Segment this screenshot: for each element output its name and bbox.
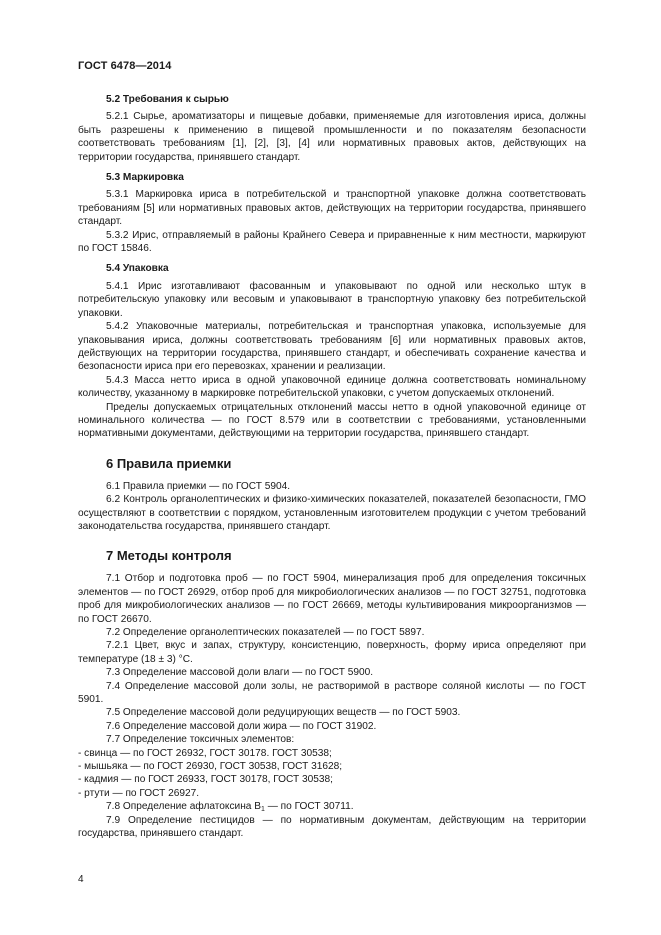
paragraph-7-4: 7.4 Определение массовой доли золы, не растворимой в растворе соляной кислоты — по ГОСТ 5901.	[78, 680, 586, 706]
paragraph-5-4-1: 5.4.1 Ирис изготавливают фасованным и упаковывают по одной или несколько штук в потребительскую упаковку или весовым и упаковывают в транспортную упаковку без потребительской упаковки.	[78, 280, 586, 319]
list-item-lead: - свинца — по ГОСТ 26932, ГОСТ 30178. ГОСТ 30538;	[78, 747, 332, 759]
paragraph-7-3: 7.3 Определение массовой доли влаги — по ГОСТ 5900.	[106, 667, 374, 679]
paragraph-5-2-1: 5.2.1 Сырье, ароматизаторы и пищевые добавки, применяемые для изготовления ириса, должны быть разрешены к применению в пищевой промышленности и по показателям безопасности соответствовать требованиям [1], [2], [3], [4] или нормативных правовых актов, действующих на территории государства, принявшего стандарт.	[78, 111, 586, 163]
paragraph-7-8	[78, 800, 586, 813]
list-item-cadmium: - кадмия — по ГОСТ 26933, ГОСТ 30178, ГОСТ 30538;	[78, 774, 333, 786]
list-item-mercury: - ртути — по ГОСТ 26927.	[78, 787, 200, 799]
page-number: 4	[78, 874, 84, 885]
paragraph-5-3-2: 5.3.2 Ирис, отправляемый в районы Крайнего Севера и приравненные к ним местности, маркируют по ГОСТ 15846.	[78, 229, 586, 255]
subsection-title-5-2: 5.2 Требования к сырью	[106, 94, 229, 105]
paragraph-7-9: 7.9 Определение пестицидов — по нормативным документам, действующим на территории государства, принявшего стандарт.	[78, 814, 586, 840]
paragraph-7-2-1: 7.2.1 Цвет, вкус и запах, структуру, консистенцию, поверхность, форму ириса определяют при температуре (18 ± 3) °С.	[78, 640, 586, 665]
paragraph-5-4-2: 5.4.2 Упаковочные материалы, потребительская и транспортная упаковка, используемые для упаковывания ириса, должны соответствовать требованиям [6] или нормативных правовых актов, действующих на территории государства, принявшего стандарт, и обеспечивать сохранение качества и безопасности ириса при его перевозках, хранении и реализации.	[78, 321, 586, 373]
document-header: ГОСТ 6478—2014	[78, 60, 172, 72]
paragraph-5-4-3: 5.4.3 Масса нетто ириса в одной упаковочной единице должна соответствовать номинальному количеству, указанному в маркировке потребительской упаковки, с учетом допускаемых отклонений.	[78, 374, 586, 400]
paragraph-7-8-subscript: 1	[260, 806, 265, 814]
section-title-6: 6 Правила приемки	[106, 455, 232, 471]
paragraph-7-8-tail: — по ГОСТ 30711.	[264, 801, 354, 813]
paragraph-7-8-text: 7.8 Определение афлатоксина В	[106, 801, 261, 813]
document-body	[78, 93, 586, 841]
paragraph-5-4-3-limits: Пределы допускаемых отрицательных отклонений массы нетто в одной упаковочной единице от номинального количества — по ГОСТ 8.579 или в соответствии с требованиями, установленными нормативными документами, действующими на территории государства, принявшего стандарт.	[78, 401, 586, 440]
paragraph-7-2: 7.2 Определение органолептических показателей — по ГОСТ 5897.	[106, 627, 425, 638]
paragraph-7-7: 7.7 Определение токсичных элементов:	[106, 734, 295, 746]
paragraph-7-5: 7.5 Определение массовой доли редуцирующих веществ — по ГОСТ 5903.	[106, 707, 461, 719]
list-item-arsenic: - мышьяка — по ГОСТ 26930, ГОСТ 30538, ГОСТ 31628;	[78, 761, 343, 773]
paragraph-5-3-1: 5.3.1 Маркировка ириса в потребительской и транспортной упаковке должна соответствовать требованиям [5] или нормативных правовых актов, действующих на территории государства, принявшего стандарт.	[78, 189, 586, 228]
paragraph-7-6: 7.6 Определение массовой доли жира — по ГОСТ 31902.	[106, 720, 377, 732]
subsection-title-5-4: 5.4 Упаковка	[106, 263, 169, 275]
section-title-7: 7 Методы контроля	[106, 548, 232, 564]
paragraph-7-1: 7.1 Отбор и подготовка проб — по ГОСТ 5904, минерализация проб для определения токсичных элементов — по ГОСТ 26929, отбор проб для микробиологических анализов — по ГОСТ 32751, подготовка проб для микробиологических анализов — по ГОСТ 26669, методы культивирования микроорганизмов — по ГОСТ 26670.	[78, 573, 586, 625]
subsection-title-5-3: 5.3 Маркировка	[106, 172, 184, 184]
paragraph-6-2: 6.2 Контроль органолептических и физико-химических показателей, показателей безопасности, ГМО осуществляют в соответствии с порядком, установленным изготовителем продукции с учетом требований законодательства государства, принявшего стандарт.	[78, 494, 586, 532]
paragraph-6-1: 6.1 Правила приемки — по ГОСТ 5904.	[106, 480, 291, 492]
